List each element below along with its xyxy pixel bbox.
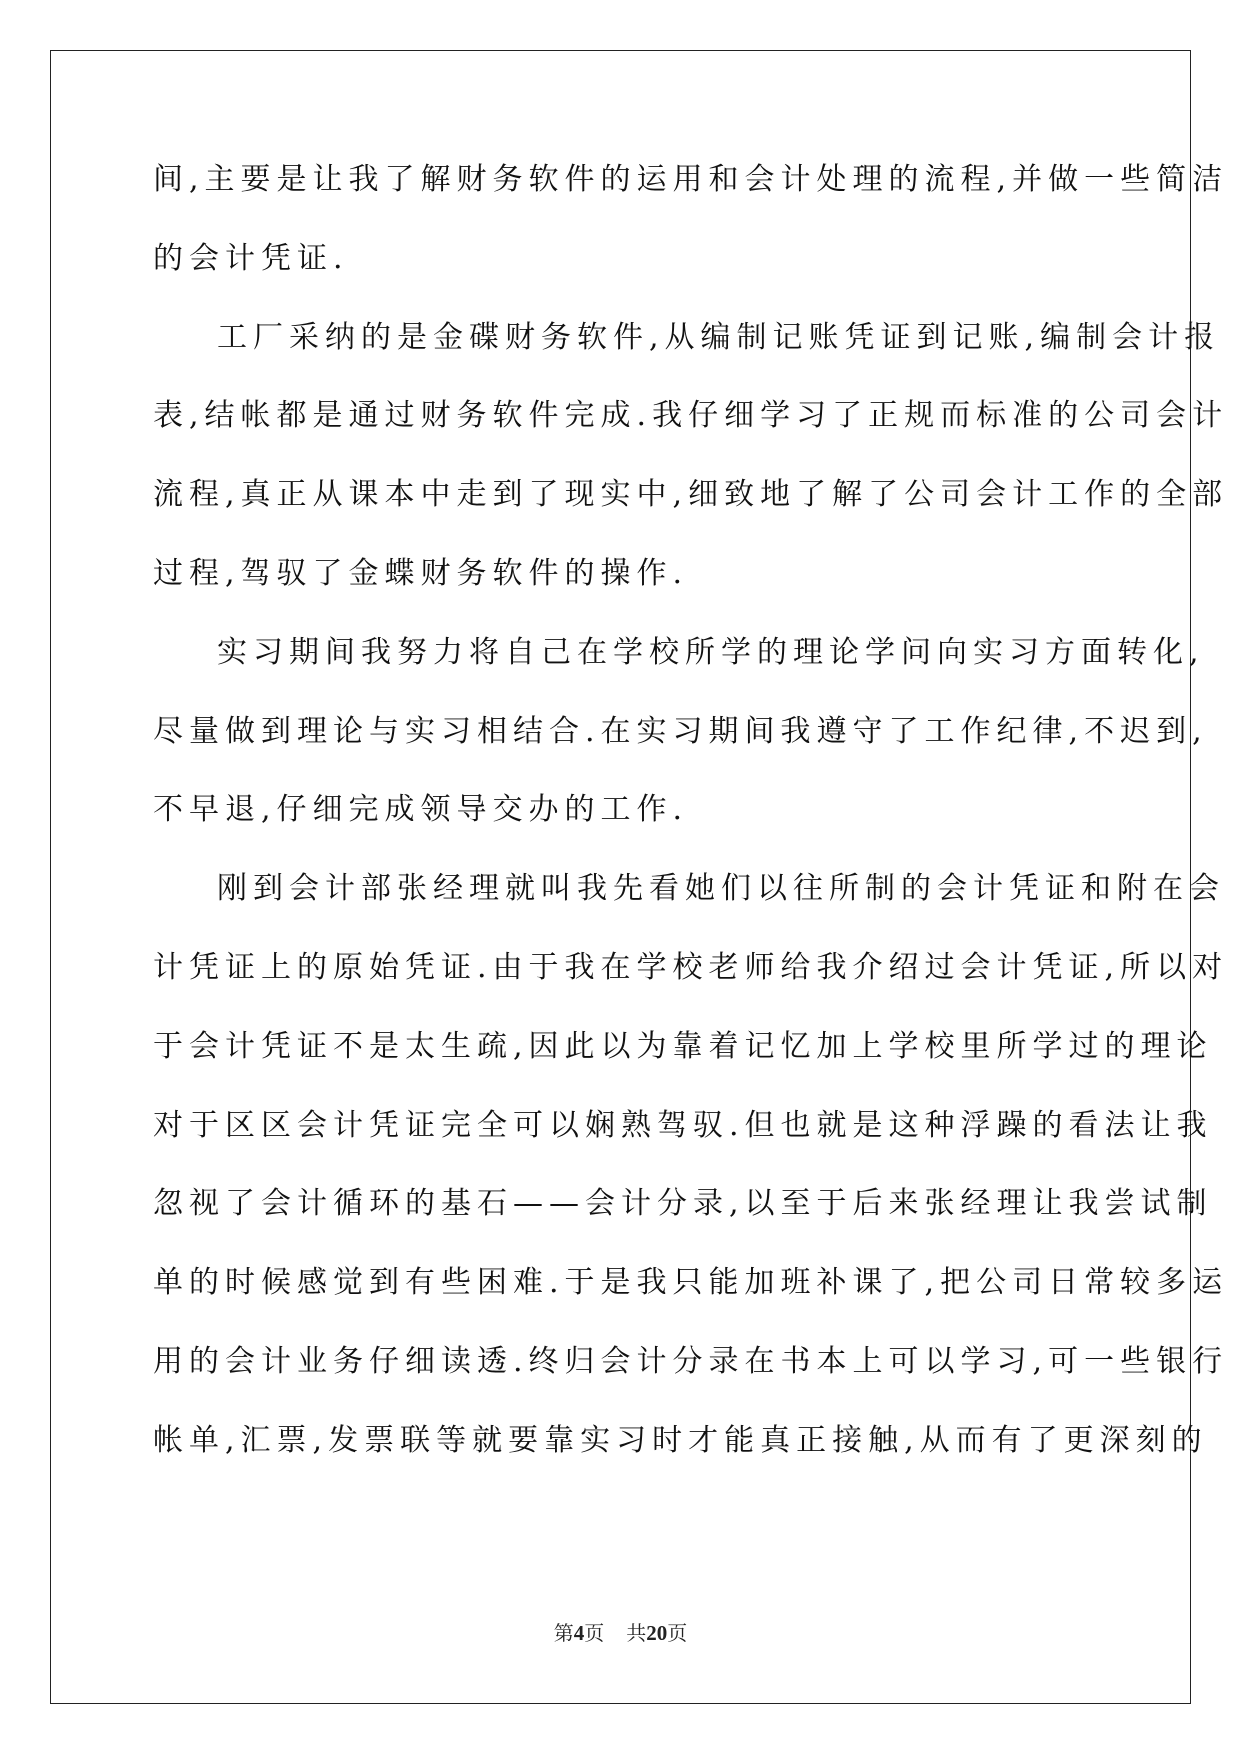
- text-line-9: 不早退,仔细完成领导交办的工作.: [153, 792, 689, 828]
- text-line-5: 流程,真正从课本中走到了现实中,细致地了解了公司会计工作的全部: [153, 477, 1229, 513]
- text-line-3: 工厂采纳的是金碟财务软件,从编制记账凭证到记账,编制会计报: [217, 319, 1221, 355]
- text-line-17: 帐单,汇票,发票联等就要靠实习时才能真正接触,从而有了更深刻的: [153, 1422, 1208, 1458]
- total-prefix: 共: [626, 1623, 647, 1645]
- page-number: 4: [573, 1621, 585, 1645]
- text-line-7: 实习期间我努力将自己在学校所学的理论学问向实习方面转化,: [217, 634, 1205, 670]
- text-line-8: 尽量做到理论与实习相结合.在实习期间我遵守了工作纪律,不迟到,: [153, 713, 1208, 749]
- document-body: [153, 162, 1229, 1505]
- text-line-11: 计凭证上的原始凭证.由于我在学校老师给我介绍过会计凭证,所以对: [153, 949, 1229, 985]
- total-suffix: 页: [667, 1623, 688, 1645]
- text-line-2: 的会计凭证.: [153, 240, 349, 276]
- text-line-1: 间,主要是让我了解财务软件的运用和会计处理的流程,并做一些简洁: [153, 162, 1229, 197]
- text-line-14: 忽视了会计循环的基石——会计分录,以至于后来张经理让我尝试制: [153, 1186, 1213, 1222]
- total-pages: 20: [646, 1621, 668, 1645]
- text-line-12: 于会计凭证不是太生疏,因此以为靠着记忆加上学校里所学过的理论: [153, 1028, 1213, 1064]
- text-line-6: 过程,驾驭了金蝶财务软件的操作.: [153, 555, 689, 591]
- text-line-10: 刚到会计部张经理就叫我先看她们以往所制的会计凭证和附在会: [217, 871, 1225, 907]
- text-line-16: 用的会计业务仔细读透.终归会计分录在书本上可以学习,可一些银行: [153, 1343, 1229, 1379]
- text-line-15: 单的时候感觉到有些困难.于是我只能加班补课了,把公司日常较多运: [153, 1265, 1229, 1301]
- text-line-13: 对于区区会计凭证完全可以娴熟驾驭.但也就是这种浮躁的看法让我: [153, 1107, 1213, 1143]
- page-footer: [0, 1617, 1241, 1646]
- text-line-4: 表,结帐都是通过财务软件完成.我仔细学习了正规而标准的公司会计: [153, 398, 1229, 434]
- page-suffix: 页: [584, 1623, 605, 1645]
- page-prefix: 第: [553, 1623, 574, 1645]
